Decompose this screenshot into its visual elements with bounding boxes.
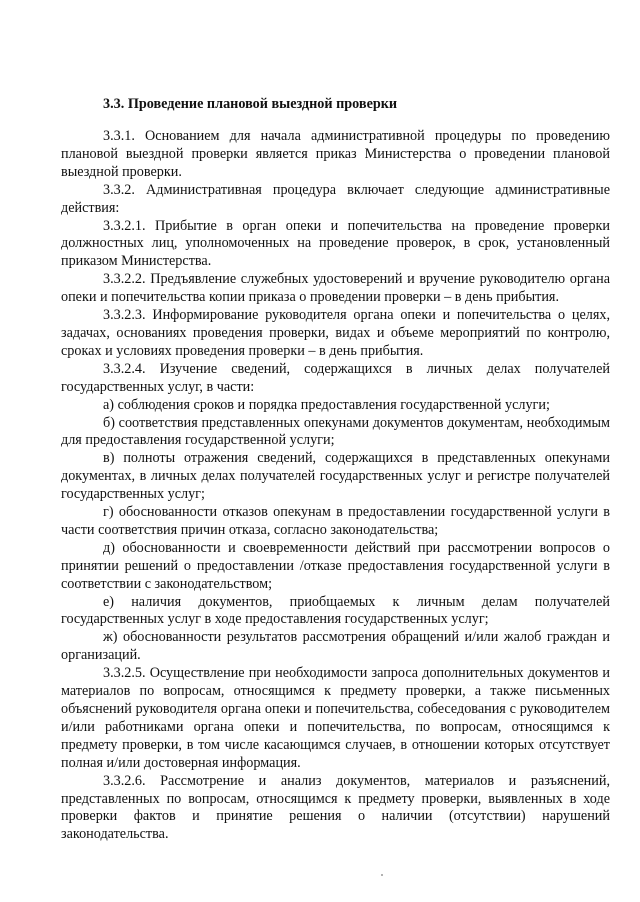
list-item-b: б) соответствия представленных опекунами документов документам, необходимым для предоставления государственной услуги; (61, 414, 610, 449)
paragraph-3-3-2: 3.3.2. Административная процедура включает следующие административные действия: (61, 181, 610, 216)
section-heading: 3.3. Проведение плановой выездной проверки (103, 96, 398, 112)
scan-speck (381, 874, 383, 876)
paragraph-3-3-2-4: 3.3.2.4. Изучение сведений, содержащихся в личных делах получателей государственных услуг, в части: (61, 360, 610, 395)
list-item-v: в) полноты отражения сведений, содержащихся в представленных опекунами документах, в личных делах получателей государственных услуг и регистре получателей государственных услуг; (61, 450, 610, 503)
paragraph-3-3-2-2: 3.3.2.2. Предъявление служебных удостоверений и вручение руководителю органа опеки и попечительства копии приказа о проведении проверки – в день прибытия. (61, 271, 610, 306)
paragraph-3-3-2-3: 3.3.2.3. Информирование руководителя органа опеки и попечительства о целях, задачах, основаниях проведения проверки, видах и объеме мероприятий по контролю, сроках и условиях проведения проверки – в день прибытия. (61, 307, 610, 359)
paragraph-3-3-2-1: 3.3.2.1. Прибытие в орган опеки и попечительства на проведение проверки должностных лиц, уполномоченных на проведение проверок, в срок, установленный приказом Министерства. (61, 217, 610, 270)
paragraph-3-3-1: 3.3.1. Основанием для начала административной процедуры по проведению плановой выездной проверки является приказ Министерства о проведении плановой выездной проверки. (61, 128, 610, 180)
list-item-d: д) обоснованности и своевременности действий при рассмотрении вопросов о принятии решений о предоставлении /отказе предоставления государственной услуги в соответствии с законодательством; (61, 539, 610, 592)
paragraph-3-3-2-5: 3.3.2.5. Осуществление при необходимости запроса дополнительных документов и материалов по вопросам, относящимся к предмету проверки, а также письменных объяснений руководителя органа опеки и попечительства, собеседования с руководителем и/или работниками органа опеки и попечительства, по вопросам, относящимся к предмету проверки, в том числе касающимся случаев, в отношении которых отсутствует полная и/или достоверная информация. (61, 665, 610, 771)
list-item-g: г) обоснованности отказов опекунам в предоставлении государственной услуги в части соответствия причин отказа, согласно законодательства; (61, 504, 610, 538)
paragraph-3-3-2-6: 3.3.2.6. Рассмотрение и анализ документов, материалов и разъяснений, представленных по вопросам, относящимся к предмету проверки, выявленных в ходе проверки фактов и принятие решения о наличии (отсутствии) нарушений законодательства. (61, 772, 610, 843)
list-item-a: а) соблюдения сроков и порядка предоставления государственной услуги; (103, 396, 550, 413)
list-item-zh: ж) обоснованности результатов рассмотрения обращений и/или жалоб граждан и организаций. (61, 629, 610, 664)
list-item-e: е) наличия документов, приобщаемых к личным делам получателей государственных услуг в ходе предоставления государственных услуг; (61, 593, 610, 628)
document-body (61, 128, 610, 844)
